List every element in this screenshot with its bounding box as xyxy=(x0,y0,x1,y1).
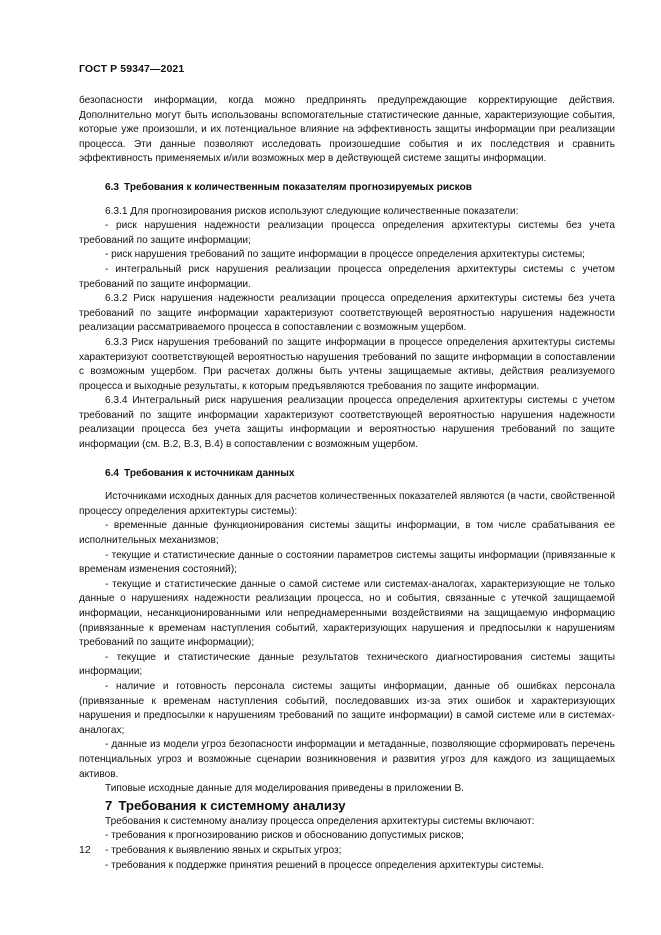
list-item: - текущие и статистические данные о состоянии параметров системы защиты информации (привязанные к временам изменения состояний); xyxy=(79,549,615,576)
list-item: - данные из модели угроз безопасности информации и метаданные, позволяющие сформировать перечень потенциальных угроз и возможные сценарии возникновения и развития угроз для каждого из защищаемых активов. xyxy=(79,739,615,780)
section-number: 6.4 xyxy=(105,467,120,479)
section-title: Требования к системному анализу xyxy=(118,797,346,813)
page-number: 12 xyxy=(79,844,91,856)
section-6-4-heading xyxy=(79,467,615,482)
paragraph-6-3-4: 6.3.4 Интегральный риск нарушения реализации процесса определения архитектуры системы с учетом требований по защите информации характеризуют соответствующей вероятностью нарушения надежности реализации процесса без учета защиты информации и вероятностью нарушения требований по защите информации (см. В.2, В.3, В.4) в сопоставлении с возможным ущербом. xyxy=(79,395,615,451)
section-title: Требования к количественным показателям прогнозируемых рисков xyxy=(124,181,472,193)
list-item: - интегральный риск нарушения реализации процесса определения архитектуры системы с учетом требований по защите информации. xyxy=(79,263,615,290)
list-item: - текущие и статистические данные о самой системе или системах-аналогах, характеризующие не только данные о нарушениях надежности реализации процесса, но и события, связанные с утечкой защищаемой информации, несанкционированными или непреднамеренными воздействиями на защищаемую информацию (привязанные к временам наступления событий, характеризующих нарушения и предпосылки к нарушениям требований по защите информации); xyxy=(79,578,615,649)
list-item: - риск нарушения надежности реализации процесса определения архитектуры системы без учета требований по защите информации; xyxy=(79,220,615,246)
section-7-heading xyxy=(79,797,615,815)
list-item: - временные данные функционирования системы защиты информации, в том числе срабатывания ее исполнительных механизмов; xyxy=(79,520,615,547)
section-title: Требования к источникам данных xyxy=(124,467,295,479)
section-6-4-intro: Источниками исходных данных для расчетов количественных показателей являются (в части, свойственной процессу определения архитектуры системы): xyxy=(79,491,615,517)
list-item: - текущие и статистические данные результатов технического диагностирования системы защиты информации; xyxy=(79,651,615,678)
section-6-3-heading xyxy=(79,181,615,196)
section-7-intro: Требования к системному анализу процесса определения архитектуры системы включают: xyxy=(105,815,535,827)
paragraph-6-3-2: 6.3.2 Риск нарушения надежности реализации процесса определения архитектуры системы без учета требований по защите информации характеризуют соответствующей вероятностью нарушения надежности реализации рассматриваемого процесса в сопоставлении с возможным ущербом. xyxy=(79,293,615,334)
standard-header: ГОСТ Р 59347—2021 xyxy=(79,63,185,75)
section-number: 7 xyxy=(105,797,113,813)
page-content xyxy=(79,94,615,873)
intro-paragraph: безопасности информации, когда можно предпринять предупреждающие корректирующие действия. Дополнительно могут быть использованы вспомогательные статистические данные, характеризующие события, которые уже произошли, и их потенциальное влияние на эффективность защиты информации при реализации процесса. Эти данные позволяют исследовать произошедшие события и их последствия и сравнить эффективность применяемых и/или возможных мер в действующей системе защиты информации. xyxy=(79,95,615,165)
list-item: - риск нарушения требований по защите информации в процессе определения архитектуры системы; xyxy=(105,249,585,261)
paragraph-6-3-3: 6.3.3 Риск нарушения требований по защите информации в процессе определения архитектуры системы характеризуют соответствующей вероятностью нарушения требований по защите информации в сопоставлении с возможным ущербом. При расчетах должны быть учтены защищаемые активы, действия реализуемого процесса и выходные результаты, к которым предъявляются требования по защите информации. xyxy=(79,336,615,392)
list-item: - требования к выявлению явных и скрытых угроз; xyxy=(105,844,342,856)
section-6-4-closing: Типовые исходные данные для моделирования приведены в приложении В. xyxy=(105,783,465,795)
section-number: 6.3 xyxy=(105,181,120,193)
list-item: - требования к прогнозированию рисков и обоснованию допустимых рисков; xyxy=(105,830,464,842)
list-item: - наличие и готовность персонала системы защиты информации, данные об ошибках персонала (привязанные к временам наступления событий, последовавших из-за этих ошибок и характеризующих нарушения и предпосылки к нарушениям требований по защите информации) в самой системе или в системах-аналогах; xyxy=(79,680,615,736)
list-item: - требования к поддержке принятия решений в процессе определения архитектуры системы. xyxy=(105,859,544,871)
paragraph-6-3-1: 6.3.1 Для прогнозирования рисков используют следующие количественные показатели: xyxy=(105,205,519,217)
